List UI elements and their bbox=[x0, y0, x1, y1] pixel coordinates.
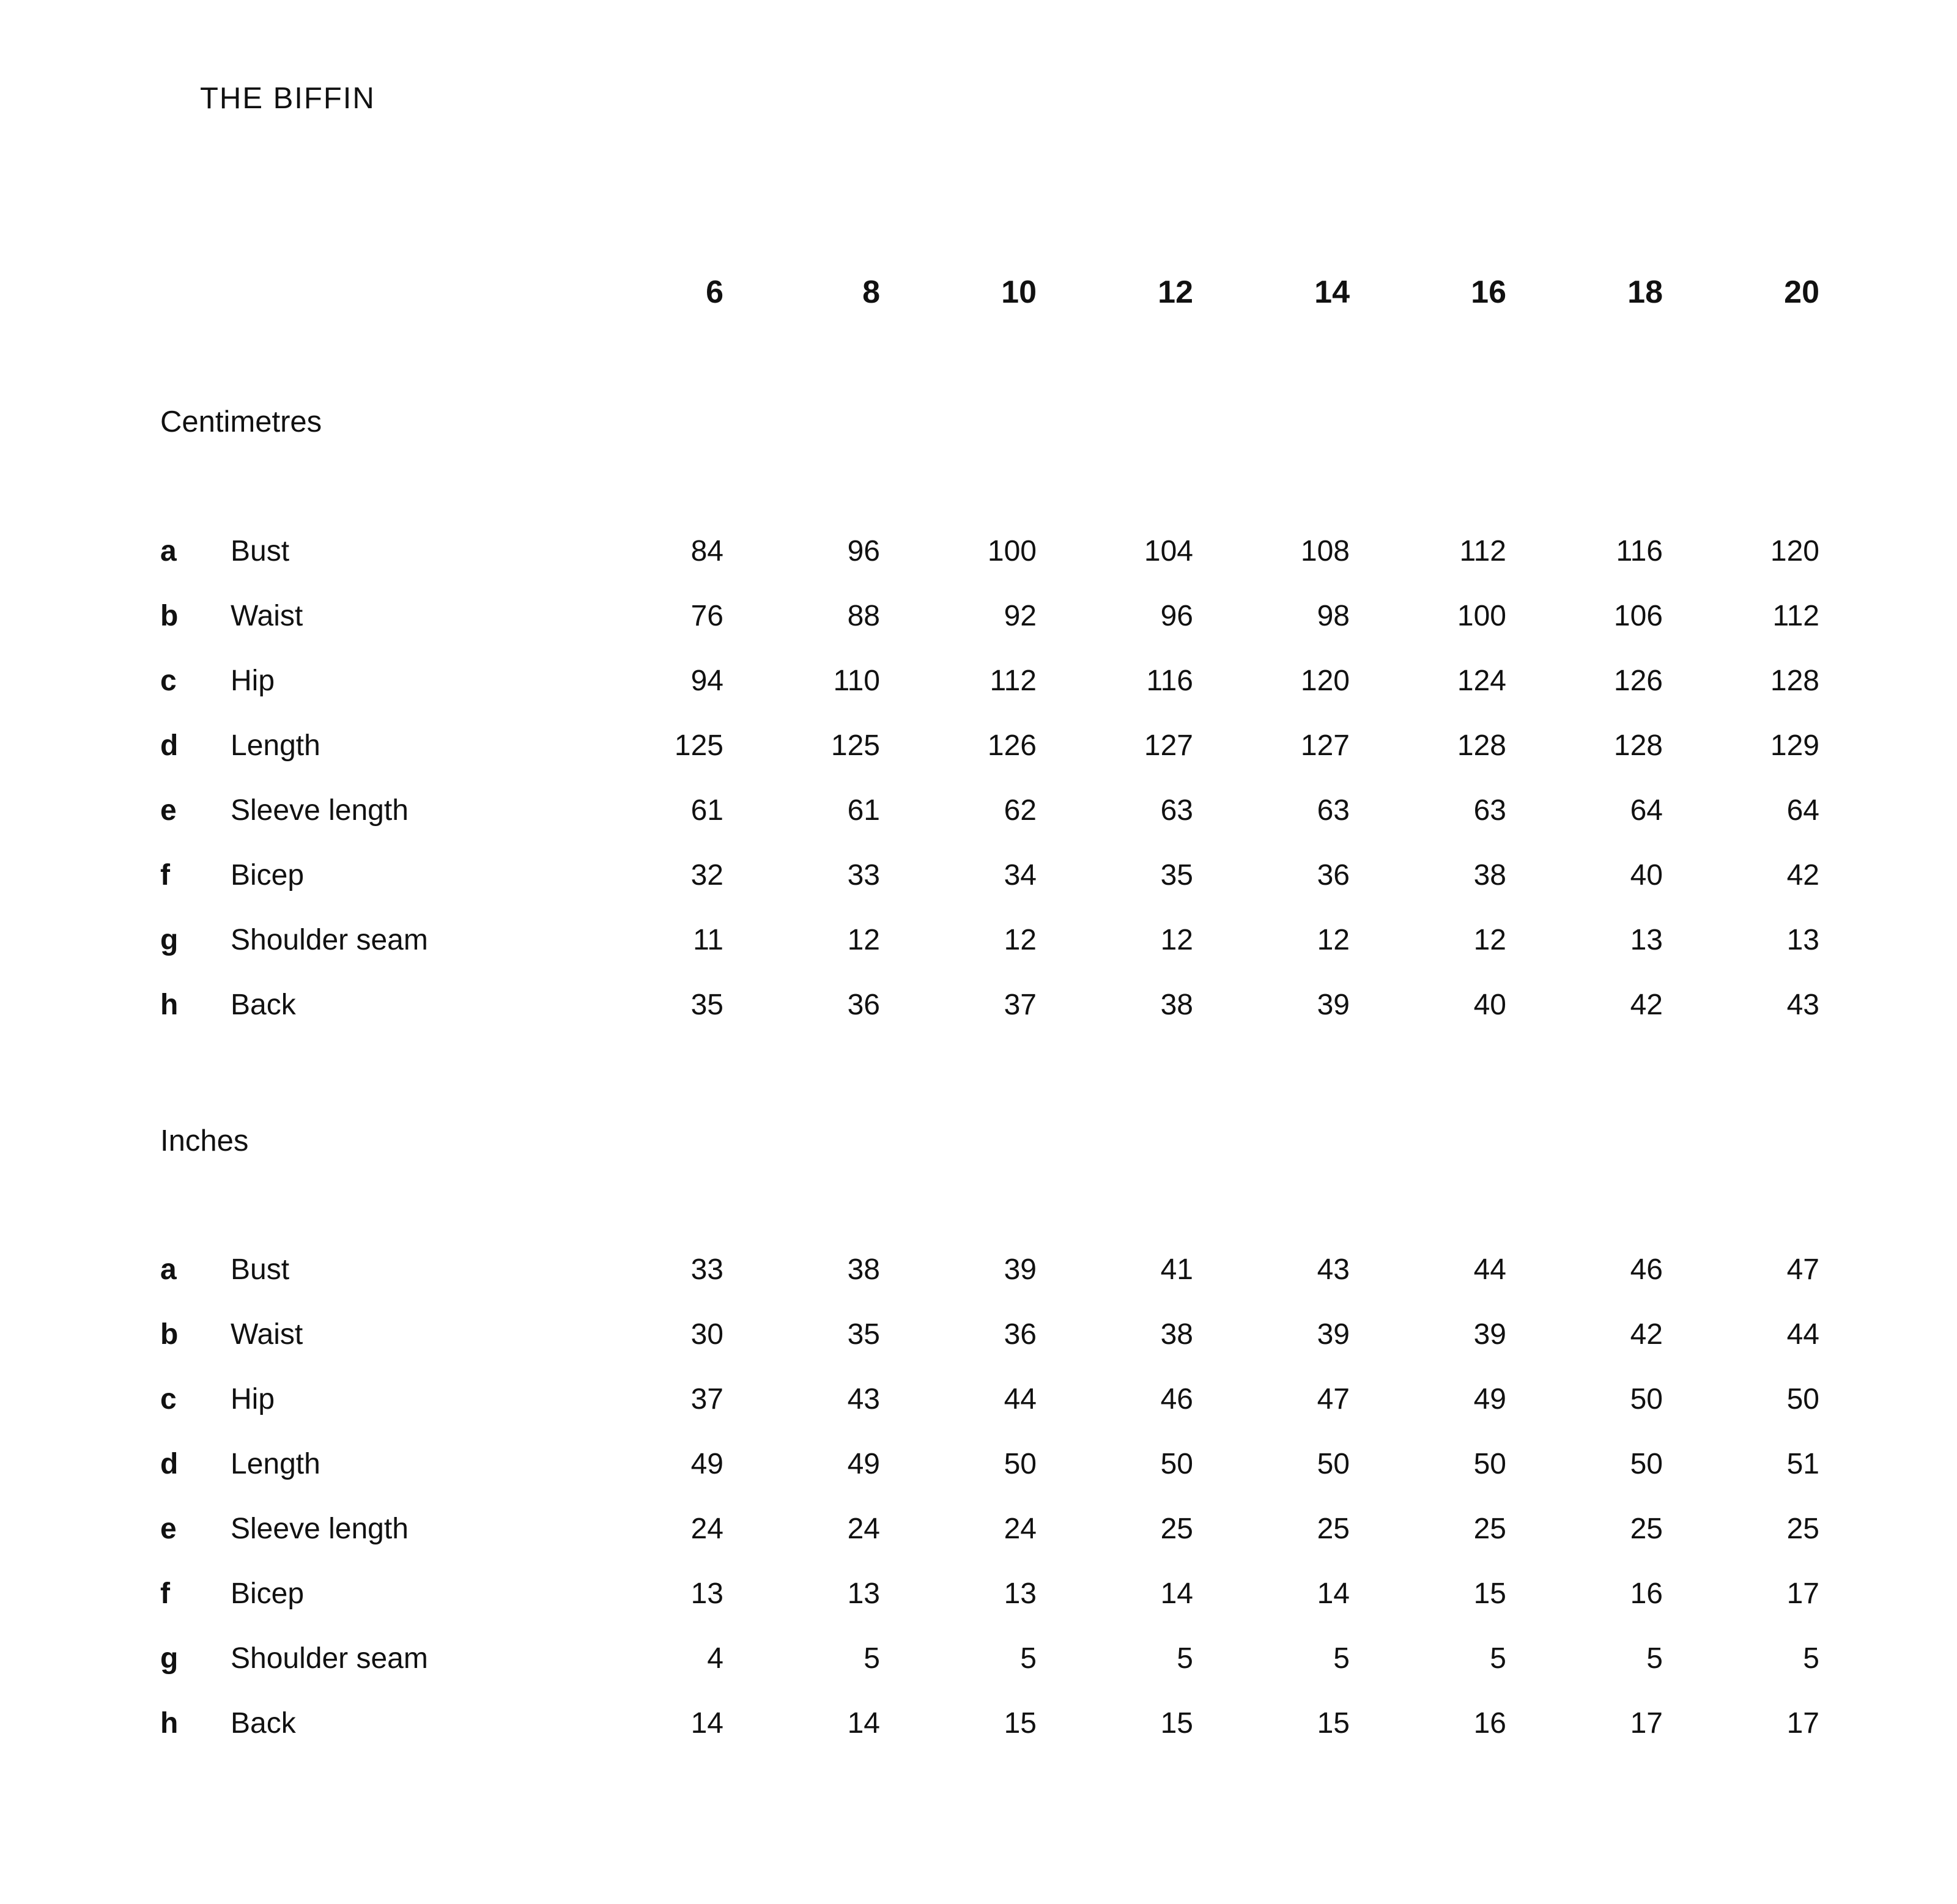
measurement-value: 12 bbox=[1004, 924, 1037, 956]
measurement-value: 108 bbox=[1300, 535, 1350, 567]
measurement-letter: g bbox=[160, 924, 179, 956]
measurement-letter: b bbox=[160, 600, 179, 632]
measurement-value: 125 bbox=[674, 729, 723, 762]
size-column-header: 6 bbox=[706, 275, 723, 310]
measurement-letter: d bbox=[160, 1448, 179, 1480]
measurement-value: 15 bbox=[1160, 1707, 1193, 1740]
measurement-letter: a bbox=[160, 535, 177, 567]
size-column-header: 14 bbox=[1314, 275, 1350, 310]
measurement-value: 38 bbox=[1473, 859, 1506, 891]
measurement-value: 14 bbox=[1317, 1577, 1350, 1610]
measurement-value: 128 bbox=[1613, 729, 1663, 762]
measurement-letter: d bbox=[160, 729, 179, 762]
measurement-label: Waist bbox=[231, 600, 303, 632]
measurement-value: 43 bbox=[847, 1383, 880, 1415]
measurement-value: 43 bbox=[1786, 989, 1819, 1021]
measurement-value: 14 bbox=[847, 1707, 880, 1740]
measurement-label: Bicep bbox=[231, 1577, 305, 1610]
measurement-value: 16 bbox=[1473, 1707, 1506, 1740]
measurement-value: 120 bbox=[1300, 665, 1350, 697]
size-column-header: 10 bbox=[1001, 275, 1037, 310]
page-title: THE BIFFIN bbox=[200, 82, 375, 115]
measurement-label: Back bbox=[231, 989, 296, 1021]
measurement-letter: b bbox=[160, 1318, 179, 1351]
measurement-value: 12 bbox=[1317, 924, 1350, 956]
measurement-label: Length bbox=[231, 1448, 320, 1480]
measurement-value: 24 bbox=[690, 1513, 723, 1545]
measurement-letter: a bbox=[160, 1253, 177, 1286]
measurement-label: Shoulder seam bbox=[231, 924, 428, 956]
measurement-value: 120 bbox=[1770, 535, 1819, 567]
measurement-value: 49 bbox=[690, 1448, 723, 1480]
measurement-value: 100 bbox=[1457, 600, 1506, 632]
measurement-value: 47 bbox=[1317, 1383, 1350, 1415]
size-column-header: 16 bbox=[1471, 275, 1506, 310]
table-row bbox=[160, 602, 1957, 631]
table-row bbox=[160, 926, 1957, 955]
measurement-value: 126 bbox=[1613, 665, 1663, 697]
measurement-value: 40 bbox=[1473, 989, 1506, 1021]
table-row bbox=[160, 1450, 1957, 1479]
measurement-value: 36 bbox=[1004, 1318, 1037, 1351]
measurement-value: 15 bbox=[1004, 1707, 1037, 1740]
measurement-value: 63 bbox=[1160, 794, 1193, 827]
measurement-value: 35 bbox=[690, 989, 723, 1021]
measurement-value: 13 bbox=[1786, 924, 1819, 956]
table-row bbox=[160, 1515, 1957, 1544]
section-heading-centimetres: Centimetres bbox=[160, 405, 322, 438]
measurement-value: 14 bbox=[1160, 1577, 1193, 1610]
measurement-value: 40 bbox=[1630, 859, 1663, 891]
measurement-value: 84 bbox=[690, 535, 723, 567]
measurement-value: 35 bbox=[847, 1318, 880, 1351]
measurement-value: 98 bbox=[1317, 600, 1350, 632]
measurement-value: 50 bbox=[1473, 1448, 1506, 1480]
measurement-value: 33 bbox=[847, 859, 880, 891]
measurement-label: Waist bbox=[231, 1318, 303, 1351]
measurement-label: Shoulder seam bbox=[231, 1642, 428, 1675]
measurement-value: 13 bbox=[1004, 1577, 1037, 1610]
measurement-value: 33 bbox=[690, 1253, 723, 1286]
measurement-value: 39 bbox=[1317, 989, 1350, 1021]
measurement-value: 14 bbox=[690, 1707, 723, 1740]
measurement-value: 92 bbox=[1004, 600, 1037, 632]
size-header-row bbox=[160, 276, 1957, 308]
measurement-value: 38 bbox=[1160, 1318, 1193, 1351]
table-row bbox=[160, 991, 1957, 1020]
measurement-value: 12 bbox=[847, 924, 880, 956]
measurement-value: 36 bbox=[847, 989, 880, 1021]
section-heading-inches: Inches bbox=[160, 1124, 249, 1157]
measurement-value: 61 bbox=[690, 794, 723, 827]
measurement-value: 46 bbox=[1160, 1383, 1193, 1415]
table-row bbox=[160, 1320, 1957, 1349]
measurement-value: 5 bbox=[1020, 1642, 1037, 1675]
spacer bbox=[231, 276, 567, 308]
size-column-header: 12 bbox=[1158, 275, 1193, 310]
table-row bbox=[160, 1709, 1957, 1738]
measurement-value: 104 bbox=[1144, 535, 1193, 567]
measurement-value: 5 bbox=[1177, 1642, 1193, 1675]
measurement-value: 41 bbox=[1160, 1253, 1193, 1286]
measurement-value: 129 bbox=[1770, 729, 1819, 762]
measurement-value: 96 bbox=[1160, 600, 1193, 632]
measurement-label: Sleeve length bbox=[231, 1513, 409, 1545]
measurement-value: 116 bbox=[1146, 665, 1193, 697]
measurement-value: 24 bbox=[847, 1513, 880, 1545]
measurement-value: 44 bbox=[1786, 1318, 1819, 1351]
measurement-value: 49 bbox=[847, 1448, 880, 1480]
measurement-label: Bust bbox=[231, 1253, 290, 1286]
measurement-value: 50 bbox=[1160, 1448, 1193, 1480]
measurement-value: 44 bbox=[1473, 1253, 1506, 1286]
measurement-value: 106 bbox=[1613, 600, 1663, 632]
measurement-value: 112 bbox=[1459, 535, 1506, 567]
measurement-value: 61 bbox=[847, 794, 880, 827]
measurement-letter: f bbox=[160, 1577, 170, 1610]
measurement-value: 30 bbox=[690, 1318, 723, 1351]
measurement-letter: e bbox=[160, 1513, 177, 1545]
measurement-value: 39 bbox=[1317, 1318, 1350, 1351]
measurement-value: 50 bbox=[1004, 1448, 1037, 1480]
measurement-value: 17 bbox=[1786, 1577, 1819, 1610]
measurement-value: 13 bbox=[1630, 924, 1663, 956]
table-row bbox=[160, 1644, 1957, 1673]
measurement-value: 37 bbox=[690, 1383, 723, 1415]
measurement-letter: c bbox=[160, 1383, 177, 1415]
measurement-value: 50 bbox=[1630, 1383, 1663, 1415]
measurement-value: 127 bbox=[1300, 729, 1350, 762]
measurement-value: 13 bbox=[690, 1577, 723, 1610]
measurement-value: 35 bbox=[1160, 859, 1193, 891]
measurement-value: 17 bbox=[1786, 1707, 1819, 1740]
measurement-value: 63 bbox=[1473, 794, 1506, 827]
measurement-label: Bicep bbox=[231, 859, 305, 891]
measurement-value: 15 bbox=[1317, 1707, 1350, 1740]
measurement-letter: c bbox=[160, 665, 177, 697]
measurement-value: 12 bbox=[1160, 924, 1193, 956]
measurement-value: 62 bbox=[1004, 794, 1037, 827]
measurement-value: 50 bbox=[1786, 1383, 1819, 1415]
measurement-value: 42 bbox=[1630, 1318, 1663, 1351]
measurement-value: 50 bbox=[1317, 1448, 1350, 1480]
measurement-value: 42 bbox=[1630, 989, 1663, 1021]
measurement-value: 5 bbox=[1803, 1642, 1819, 1675]
measurement-value: 110 bbox=[833, 665, 880, 697]
measurement-value: 96 bbox=[847, 535, 880, 567]
measurement-value: 4 bbox=[707, 1642, 723, 1675]
measurement-label: Hip bbox=[231, 665, 275, 697]
measurement-label: Hip bbox=[231, 1383, 275, 1415]
measurement-value: 116 bbox=[1616, 535, 1663, 567]
measurement-value: 25 bbox=[1473, 1513, 1506, 1545]
inches-rows bbox=[0, 1255, 1957, 1738]
measurement-value: 124 bbox=[1457, 665, 1506, 697]
measurement-value: 128 bbox=[1457, 729, 1506, 762]
measurement-value: 125 bbox=[831, 729, 880, 762]
measurement-value: 25 bbox=[1160, 1513, 1193, 1545]
measurement-value: 64 bbox=[1786, 794, 1819, 827]
measurement-value: 25 bbox=[1786, 1513, 1819, 1545]
measurement-letter: g bbox=[160, 1642, 179, 1675]
measurement-value: 39 bbox=[1473, 1318, 1506, 1351]
measurement-value: 38 bbox=[847, 1253, 880, 1286]
measurement-value: 15 bbox=[1473, 1577, 1506, 1610]
measurement-value: 100 bbox=[987, 535, 1037, 567]
measurement-value: 12 bbox=[1473, 924, 1506, 956]
measurement-value: 112 bbox=[1772, 600, 1819, 632]
size-column-header: 20 bbox=[1784, 275, 1819, 310]
measurement-value: 5 bbox=[1490, 1642, 1506, 1675]
measurement-value: 36 bbox=[1317, 859, 1350, 891]
measurement-value: 34 bbox=[1004, 859, 1037, 891]
measurement-value: 5 bbox=[864, 1642, 880, 1675]
measurement-value: 42 bbox=[1786, 859, 1819, 891]
measurement-value: 76 bbox=[690, 600, 723, 632]
measurement-value: 24 bbox=[1004, 1513, 1037, 1545]
measurement-label: Bust bbox=[231, 535, 290, 567]
measurement-label: Sleeve length bbox=[231, 794, 409, 827]
measurement-letter: e bbox=[160, 794, 177, 827]
table-row bbox=[160, 1579, 1957, 1609]
measurement-value: 88 bbox=[847, 600, 880, 632]
measurement-letter: h bbox=[160, 989, 179, 1021]
measurement-label: Back bbox=[231, 1707, 296, 1740]
measurement-value: 46 bbox=[1630, 1253, 1663, 1286]
table-row bbox=[160, 1385, 1957, 1414]
measurement-value: 17 bbox=[1630, 1707, 1663, 1740]
measurement-value: 49 bbox=[1473, 1383, 1506, 1415]
table-row bbox=[160, 861, 1957, 890]
measurement-value: 39 bbox=[1004, 1253, 1037, 1286]
measurement-label: Length bbox=[231, 729, 320, 762]
measurement-value: 38 bbox=[1160, 989, 1193, 1021]
measurement-letter: f bbox=[160, 859, 170, 891]
measurement-value: 32 bbox=[690, 859, 723, 891]
measurement-value: 64 bbox=[1630, 794, 1663, 827]
spacer bbox=[160, 276, 231, 308]
table-row bbox=[160, 537, 1957, 566]
measurement-value: 112 bbox=[990, 665, 1037, 697]
measurement-letter: h bbox=[160, 1707, 179, 1740]
measurement-value: 63 bbox=[1317, 794, 1350, 827]
table-row bbox=[160, 1255, 1957, 1285]
measurement-value: 16 bbox=[1630, 1577, 1663, 1610]
size-column-header: 18 bbox=[1627, 275, 1663, 310]
measurement-value: 51 bbox=[1786, 1448, 1819, 1480]
table-row bbox=[160, 731, 1957, 761]
measurement-value: 13 bbox=[847, 1577, 880, 1610]
measurement-value: 126 bbox=[987, 729, 1037, 762]
measurement-value: 37 bbox=[1004, 989, 1037, 1021]
measurement-value: 5 bbox=[1646, 1642, 1663, 1675]
measurement-value: 50 bbox=[1630, 1448, 1663, 1480]
measurement-value: 44 bbox=[1004, 1383, 1037, 1415]
measurement-value: 5 bbox=[1333, 1642, 1350, 1675]
measurement-value: 43 bbox=[1317, 1253, 1350, 1286]
measurement-value: 128 bbox=[1770, 665, 1819, 697]
size-column-header: 8 bbox=[862, 275, 880, 310]
table-row bbox=[160, 666, 1957, 696]
measurement-value: 11 bbox=[693, 924, 723, 956]
measurement-value: 47 bbox=[1786, 1253, 1819, 1286]
measurement-value: 25 bbox=[1630, 1513, 1663, 1545]
centimetres-rows bbox=[0, 537, 1957, 1020]
measurement-value: 94 bbox=[690, 665, 723, 697]
measurement-value: 127 bbox=[1144, 729, 1193, 762]
measurement-value: 25 bbox=[1317, 1513, 1350, 1545]
table-row bbox=[160, 796, 1957, 825]
